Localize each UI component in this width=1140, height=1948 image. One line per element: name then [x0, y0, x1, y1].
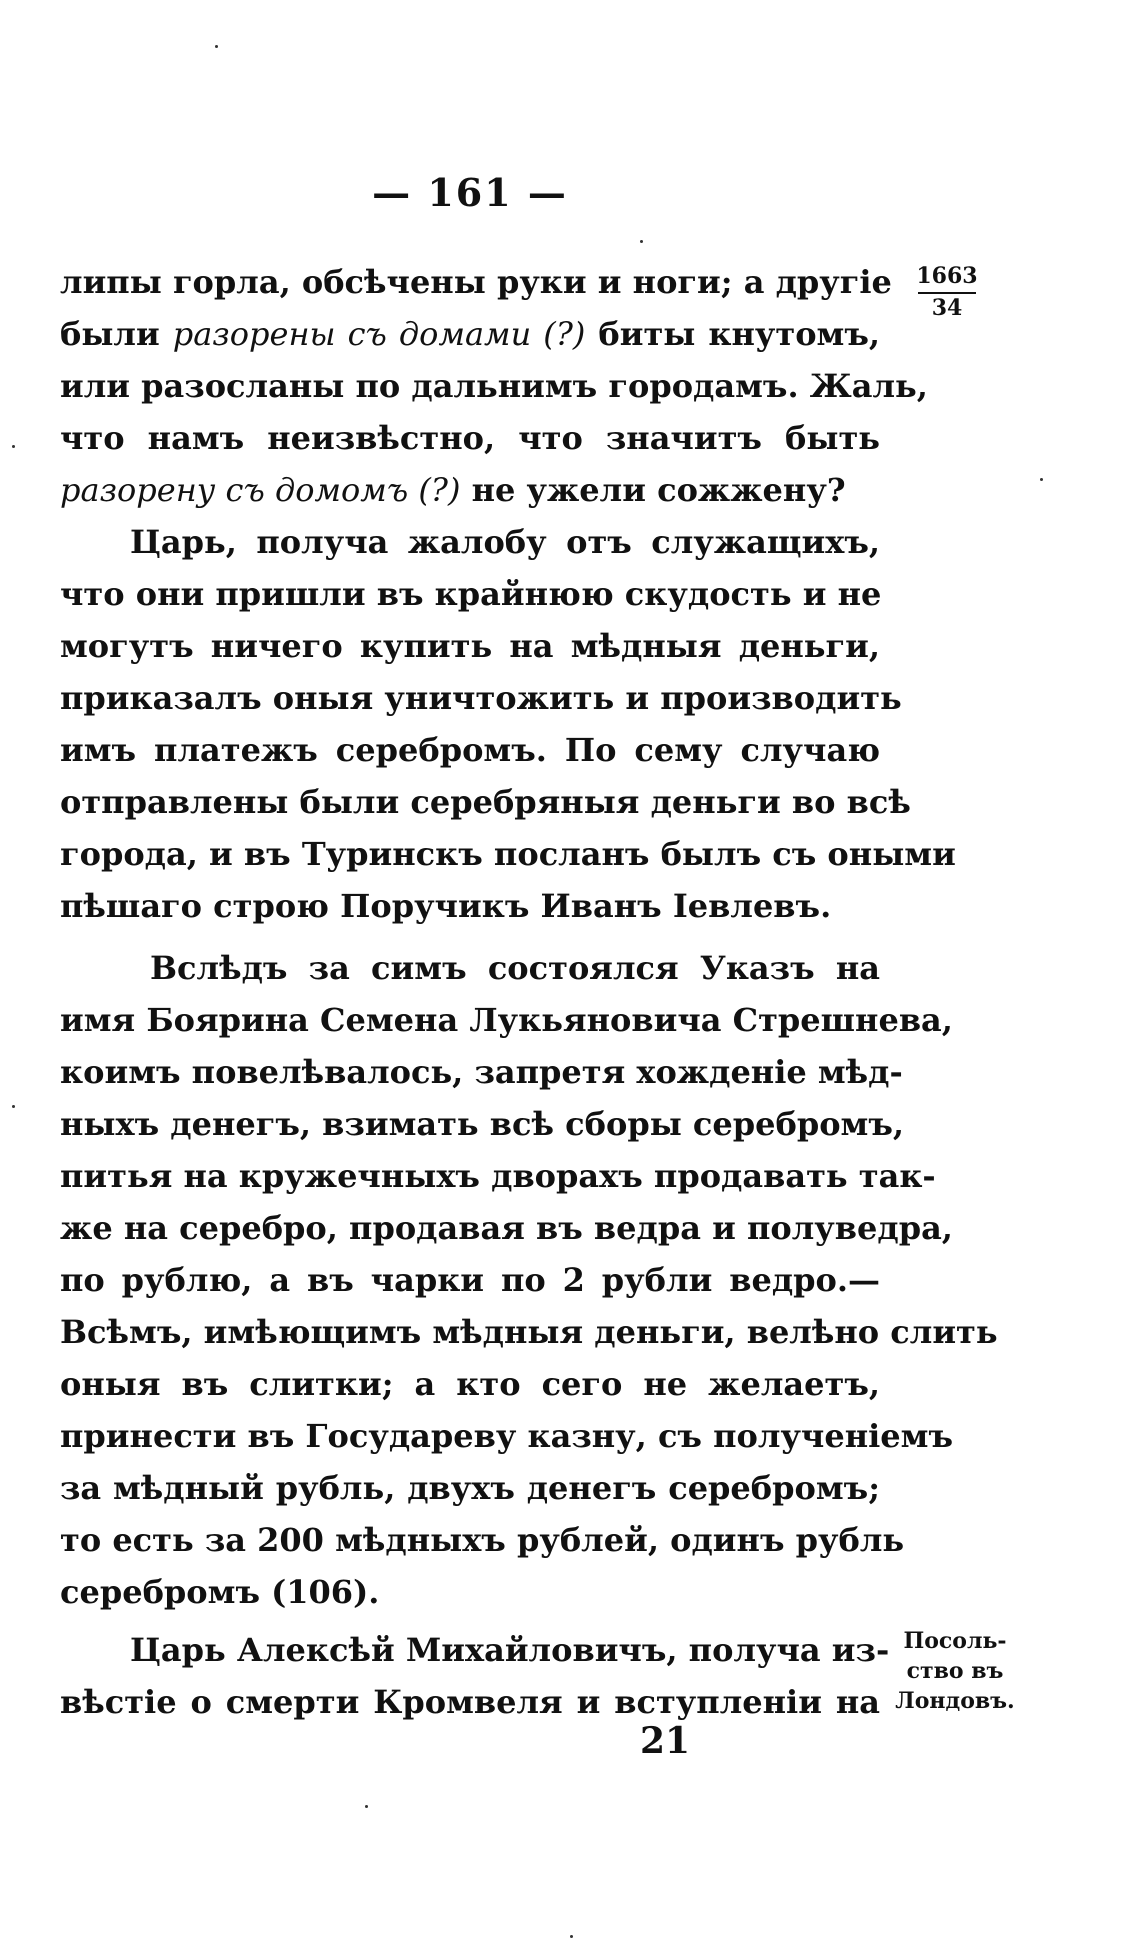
text-run: Всѣмъ, имѣющимъ мѣдныя деньги, велѣно слить — [60, 1313, 998, 1351]
text-line — [60, 678, 902, 722]
text-line — [60, 1312, 998, 1356]
text-line — [60, 1208, 953, 1252]
text-run: вѣстіе о смерти Кромвеля и вступленіи на — [60, 1683, 880, 1721]
italic-phrase: разорену съ домомъ (?) — [60, 471, 461, 509]
text-line — [60, 418, 880, 462]
margin-embassy-line: Посоль- — [903, 1628, 1007, 1654]
text-run: ныхъ денегъ, взимать всѣ сборы серебромъ, — [60, 1105, 905, 1143]
text-run: что они пришли въ крайнюю скудость и не — [60, 575, 882, 613]
text-run: принести въ Государеву казну, съ полученіемъ — [60, 1417, 953, 1455]
margin-year-sub: 34 — [931, 295, 963, 321]
print-speck — [12, 1105, 15, 1108]
text-run: Вслѣдъ за симъ состоялся Указъ на — [150, 949, 880, 987]
print-speck — [365, 1805, 368, 1808]
print-speck — [215, 45, 218, 48]
text-line — [60, 1572, 880, 1616]
page-number: — 161 — — [372, 170, 568, 215]
text-line — [60, 366, 928, 410]
text-run: могутъ ничего купить на мѣдныя деньги, — [60, 627, 880, 665]
text-run: коимъ повелѣвалось, запретя хожденіе мѣд- — [60, 1053, 903, 1091]
text-run: то есть за 200 мѣдныхъ рублей, одинъ рубль — [60, 1521, 905, 1559]
print-speck — [570, 1935, 573, 1938]
text-line — [60, 1416, 953, 1460]
text-run: отправлены были серебряныя деньги во всѣ — [60, 783, 911, 821]
margin-embassy-note — [890, 1626, 1020, 1716]
text-line — [130, 522, 880, 566]
text-run: липы горла, обсѣчены руки и ноги; а другіе — [60, 263, 892, 301]
margin-embassy-line: Лондовъ. — [895, 1688, 1015, 1714]
text-line — [60, 886, 880, 930]
text-run: оныя въ слитки; а кто сего не желаетъ, — [60, 1365, 880, 1403]
text-run: серебромъ (106). — [60, 1573, 380, 1611]
text-run: что намъ неизвѣстно, что значитъ быть — [60, 419, 880, 457]
text-line — [60, 262, 892, 306]
signature-mark: 21 — [640, 1720, 691, 1762]
text-run: же на серебро, продавая въ ведра и полуведра, — [60, 1209, 953, 1247]
text-line — [130, 1630, 890, 1674]
text-run: биты кнутомъ, — [585, 315, 881, 353]
text-run: или разосланы по дальнимъ городамъ. Жаль, — [60, 367, 928, 405]
text-line — [60, 626, 880, 670]
text-line — [60, 314, 880, 358]
text-line — [60, 834, 956, 878]
text-line — [60, 782, 911, 826]
text-run: города, и въ Туринскъ посланъ былъ съ оными — [60, 835, 956, 873]
text-run: по рублю, а въ чарки по 2 рубли ведро.— — [60, 1261, 880, 1299]
print-speck — [12, 445, 15, 448]
text-run: Царь Алексѣй Михайловичъ, получа из- — [130, 1631, 890, 1669]
text-line — [60, 1520, 905, 1564]
text-line — [60, 1364, 880, 1408]
text-line — [60, 1104, 905, 1148]
text-run: Царь, получа жалобу отъ служащихъ, — [130, 523, 880, 561]
margin-embassy-line: ство въ — [906, 1658, 1004, 1684]
text-run: имя Боярина Семена Лукьяновича Стрешнева, — [60, 1001, 953, 1039]
text-line — [60, 1156, 936, 1200]
text-run: приказалъ оныя уничтожить и производить — [60, 679, 902, 717]
text-line — [60, 574, 880, 618]
text-run: питья на кружечныхъ дворахъ продавать так- — [60, 1157, 936, 1195]
text-run: не ужели сожжену? — [460, 471, 846, 509]
text-line — [60, 1260, 880, 1304]
text-run: за мѣдный рубль, двухъ денегъ серебромъ; — [60, 1469, 880, 1507]
text-run: пѣшаго строю Поручикъ Иванъ Іевлевъ. — [60, 887, 832, 925]
text-line — [60, 730, 880, 774]
text-line — [150, 948, 880, 992]
text-run: были — [60, 315, 173, 353]
margin-year-note — [912, 262, 982, 322]
text-line — [60, 1000, 953, 1044]
text-line — [60, 1682, 880, 1726]
text-line — [60, 1468, 880, 1512]
text-line — [60, 470, 880, 514]
italic-phrase: разорены съ домами (?) — [172, 315, 586, 353]
text-run: имъ платежъ серебромъ. По сему случаю — [60, 731, 880, 769]
print-speck — [640, 240, 643, 243]
text-line — [60, 1052, 903, 1096]
margin-year: 1663 — [916, 263, 978, 289]
print-speck — [1040, 478, 1043, 481]
